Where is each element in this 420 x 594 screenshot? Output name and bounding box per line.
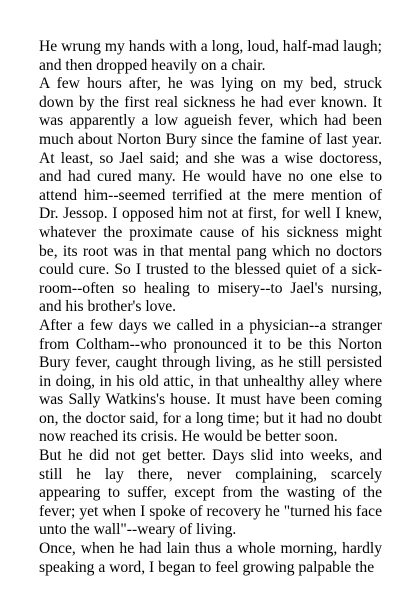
paragraph-1: He wrung my hands with a long, loud, half-mad laugh; and then dropped heavily on a chair. <box>39 38 382 74</box>
paragraph-5: Once, when he had lain thus a whole morning, hardly speaking a word, I began to feel growing palpable the <box>39 540 382 576</box>
paragraph-4: But he did not get better. Days slid into weeks, and still he lay there, never complaining, scarcely appearing to suffer, except from the wasting of the fever; yet when I spoke of recovery he "turned his face unto the wall"--weary of living. <box>39 447 382 539</box>
paragraph-2: A few hours after, he was lying on my bed, struck down by the first real sickness he had ever known. It was apparently a low agueish fever, which had been much about Norton Bury since the famine of last year. At least, so Jael said; and she was a wise doctoress, and had cured many. He would have no one else to attend him--seemed terrified at the mere mention of Dr. Jessop. I opposed him not at first, for well I knew, whatever the proximate cause of his sickness might be, its root was in that mental pang which no doctors could cure. So I trusted to the blessed quiet of a sick-room--often so healing to misery--to Jael's nursing, and his brother's love. <box>39 75 382 316</box>
paragraph-3: After a few days we called in a physician--a stranger from Coltham--who pronounced it to be this Norton Bury fever, caught through living, as he still persisted in doing, in his old attic, in that unhealthy alley where was Sally Watkins's house. It must have been coming on, the doctor said, for a long time; but it had no doubt now reached its crisis. He would be better soon. <box>39 316 382 446</box>
book-page <box>39 38 382 577</box>
